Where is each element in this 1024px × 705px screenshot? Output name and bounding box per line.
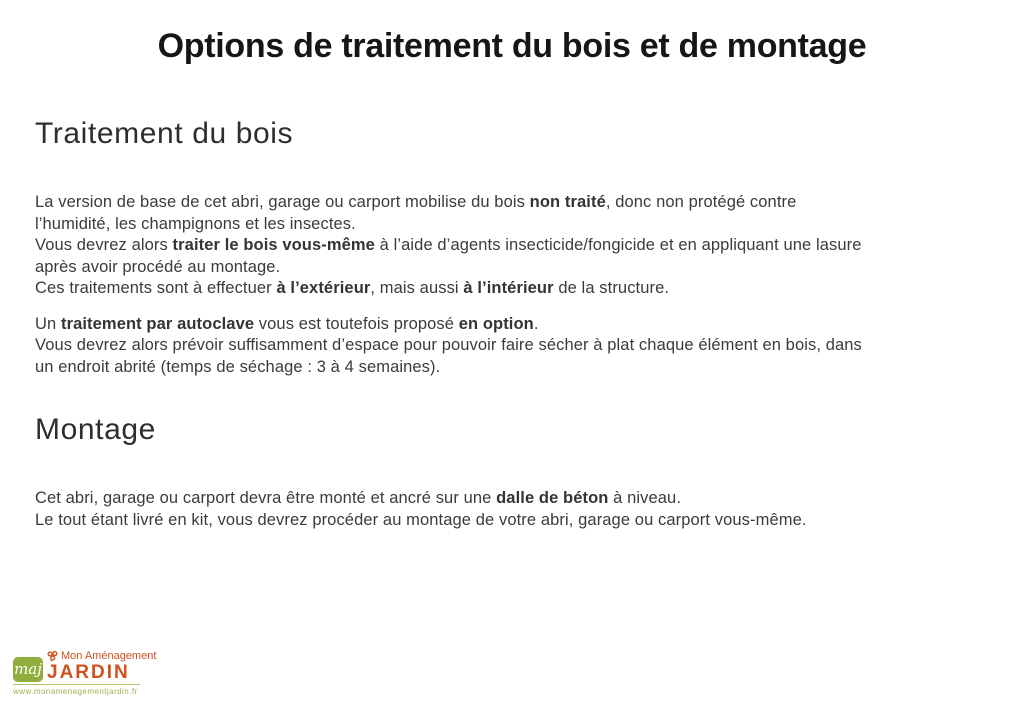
section-heading: Traitement du bois <box>35 117 294 150</box>
content-section <box>35 116 1006 378</box>
text-line: Vous devrez alors traiter le bois vous-même à l’aide d’agents insecticide/fongicide et en appliquant une lasure <box>35 236 862 254</box>
logo-monogram: maj <box>14 660 42 678</box>
section-heading: Montage <box>35 413 156 446</box>
logo-monogram-badge <box>13 657 43 682</box>
text-line: Un traitement par autoclave vous est toutefois proposé en option. <box>35 314 539 333</box>
clover-icon <box>47 651 58 662</box>
website-link[interactable]: www.monamenagementjardin.fr <box>13 684 140 696</box>
text-line: Le tout étant livré en kit, vous devrez procéder au montage de votre abri, garage ou carport vous-même. <box>35 510 807 529</box>
content-sections <box>35 116 1006 565</box>
text-line: l’humidité, les champignons et les insectes. <box>35 214 356 233</box>
logo-brand-main-text: JARDIN <box>47 662 130 683</box>
content-section <box>35 412 1006 531</box>
logo-wordmark <box>47 650 156 682</box>
paragraph <box>35 488 1006 531</box>
logo-brand-row <box>47 650 156 662</box>
paragraph <box>35 192 1006 300</box>
text-line: Ces traitements sont à effectuer à l’extérieur, mais aussi à l’intérieur de la structure. <box>35 279 670 297</box>
text-line: après avoir procédé au montage. <box>35 257 281 276</box>
text-line: Cet abri, garage ou carport devra être monté et ancré sur une dalle de béton à niveau. <box>35 489 682 507</box>
paragraph <box>35 314 1006 379</box>
brand-logo <box>13 650 157 696</box>
logo-brand-top-text: Mon Aménagement <box>61 650 157 662</box>
text-line: Vous devrez alors prévoir suffisamment d’espace pour pouvoir faire sécher à plat chaque élément en bois, dans <box>35 336 862 354</box>
page-title: Options de traitement du bois et de montage <box>157 27 867 65</box>
text-line: un endroit abrité (temps de séchage : 3 à 4 semaines). <box>35 357 441 376</box>
section-paragraphs <box>35 192 1006 378</box>
section-paragraphs <box>35 488 1006 531</box>
text-line: La version de base de cet abri, garage ou carport mobilise du bois non traité, donc non protégé contre <box>35 193 797 211</box>
logo-top-row <box>13 650 157 683</box>
